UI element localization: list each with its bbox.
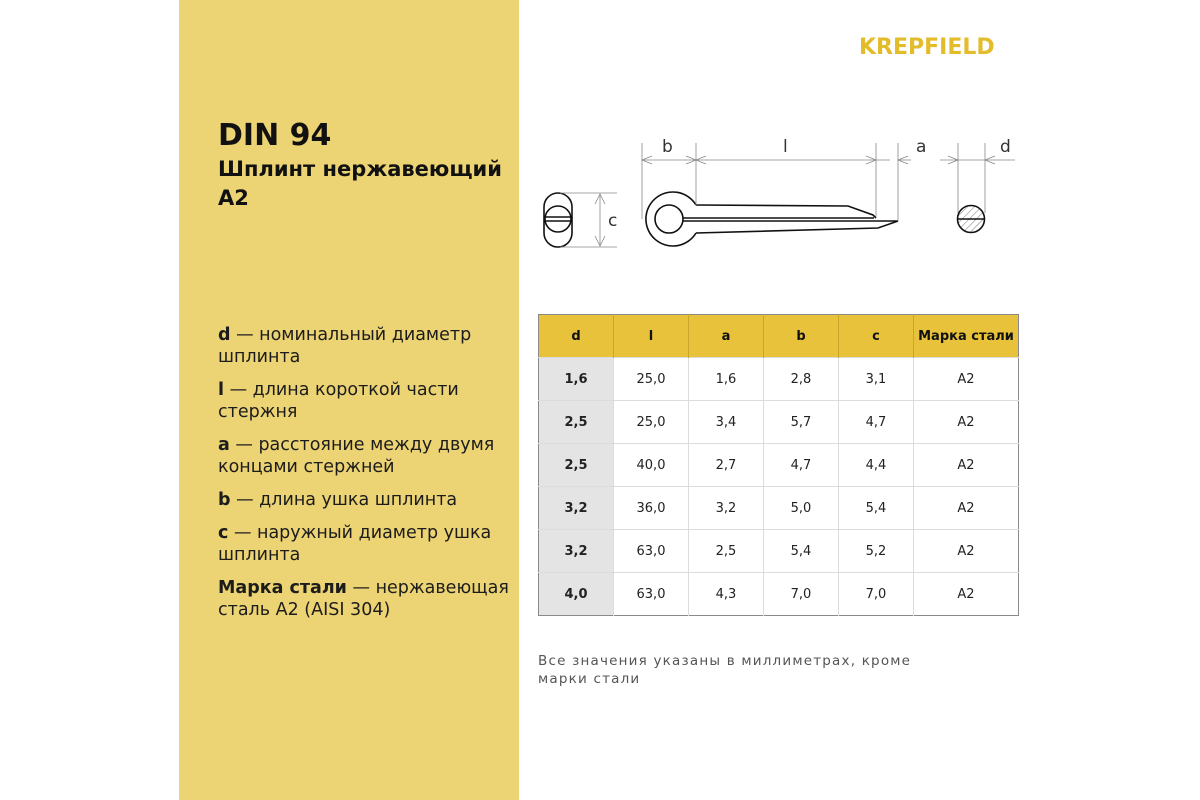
legend-key: a xyxy=(218,435,230,455)
column-header-b: b xyxy=(764,315,839,358)
cell-d: 2,5 xyxy=(539,444,614,487)
cross-section xyxy=(958,206,985,233)
legend-text: — расстояние между двумя концами стержней xyxy=(218,435,495,477)
legend-text: — длина ушка шплинта xyxy=(230,490,458,510)
column-header-a: a xyxy=(689,315,764,358)
cell-d: 4,0 xyxy=(539,573,614,616)
cell-c: 5,4 xyxy=(839,487,914,530)
legend-key: l xyxy=(218,380,224,400)
column-header-steel-grade: Марка стали xyxy=(914,315,1019,358)
legend-key: b xyxy=(218,490,231,510)
cell-l: 63,0 xyxy=(614,530,689,573)
cell-a: 1,6 xyxy=(689,358,764,401)
specification-table xyxy=(538,314,1019,616)
column-header-l: l xyxy=(614,315,689,358)
cell-a: 3,4 xyxy=(689,401,764,444)
cell-b: 5,4 xyxy=(764,530,839,573)
dimension-label-d: d xyxy=(1000,137,1011,157)
table-header-row xyxy=(539,315,1019,358)
cell-a: 2,5 xyxy=(689,530,764,573)
cell-c: 4,7 xyxy=(839,401,914,444)
cell-b: 5,7 xyxy=(764,401,839,444)
cell-l: 25,0 xyxy=(614,401,689,444)
cell-a: 3,2 xyxy=(689,487,764,530)
cell-l: 25,0 xyxy=(614,358,689,401)
legend-item-c xyxy=(218,522,510,566)
cell-steel-grade: A2 xyxy=(914,530,1019,573)
cell-l: 40,0 xyxy=(614,444,689,487)
page-subtitle: Шплинт нержавеющий А2 xyxy=(218,157,502,210)
cell-steel-grade: A2 xyxy=(914,487,1019,530)
legend-key: c xyxy=(218,523,229,543)
legend-item-steel-grade xyxy=(218,577,510,621)
cell-l: 63,0 xyxy=(614,573,689,616)
column-header-c: c xyxy=(839,315,914,358)
cell-d: 1,6 xyxy=(539,358,614,401)
cell-d: 2,5 xyxy=(539,401,614,444)
legend-item-a xyxy=(218,434,510,478)
cell-b: 2,8 xyxy=(764,358,839,401)
cell-l: 36,0 xyxy=(614,487,689,530)
units-note: Все значения указаны в миллиметрах, кроме марки стали xyxy=(538,653,912,687)
dimension-label-c: c xyxy=(608,211,618,231)
cell-b: 4,7 xyxy=(764,444,839,487)
cell-d: 3,2 xyxy=(539,487,614,530)
table-row xyxy=(539,530,1019,573)
cell-steel-grade: A2 xyxy=(914,401,1019,444)
cotter-pin-diagram xyxy=(530,120,1030,270)
brand-logo: KREPFIELD xyxy=(859,35,995,60)
cell-c: 5,2 xyxy=(839,530,914,573)
table-row xyxy=(539,487,1019,530)
cell-steel-grade: A2 xyxy=(914,444,1019,487)
cell-c: 3,1 xyxy=(839,358,914,401)
legend-text: — длина короткой части стержня xyxy=(218,380,459,422)
legend-item-b xyxy=(218,489,510,511)
page-title: DIN 94 xyxy=(218,118,332,153)
cell-c: 4,4 xyxy=(839,444,914,487)
legend-text: — нержавеющая сталь А2 (AISI 304) xyxy=(218,578,509,620)
table-row xyxy=(539,444,1019,487)
legend-key: Марка стали xyxy=(218,578,347,598)
side-view xyxy=(544,193,572,247)
legend-item-l xyxy=(218,379,510,423)
table-row xyxy=(539,358,1019,401)
legend-item-d xyxy=(218,324,510,368)
legend-text: — номинальный диаметр шплинта xyxy=(218,325,472,367)
column-header-d: d xyxy=(539,315,614,358)
cell-d: 3,2 xyxy=(539,530,614,573)
cell-steel-grade: A2 xyxy=(914,358,1019,401)
cell-b: 5,0 xyxy=(764,487,839,530)
cell-a: 4,3 xyxy=(689,573,764,616)
table-row xyxy=(539,573,1019,616)
legend-key: d xyxy=(218,325,231,345)
cell-a: 2,7 xyxy=(689,444,764,487)
dimension-legend xyxy=(218,324,510,632)
legend-text: — наружный диаметр ушка шплинта xyxy=(218,523,492,565)
pin-body xyxy=(646,192,898,246)
dimension-label-b: b xyxy=(662,137,673,157)
dimension-lines xyxy=(642,143,1015,221)
dimension-label-a: a xyxy=(916,137,927,157)
cell-b: 7,0 xyxy=(764,573,839,616)
cell-c: 7,0 xyxy=(839,573,914,616)
dimension-label-l: l xyxy=(783,137,788,157)
table-row xyxy=(539,401,1019,444)
cell-steel-grade: A2 xyxy=(914,573,1019,616)
